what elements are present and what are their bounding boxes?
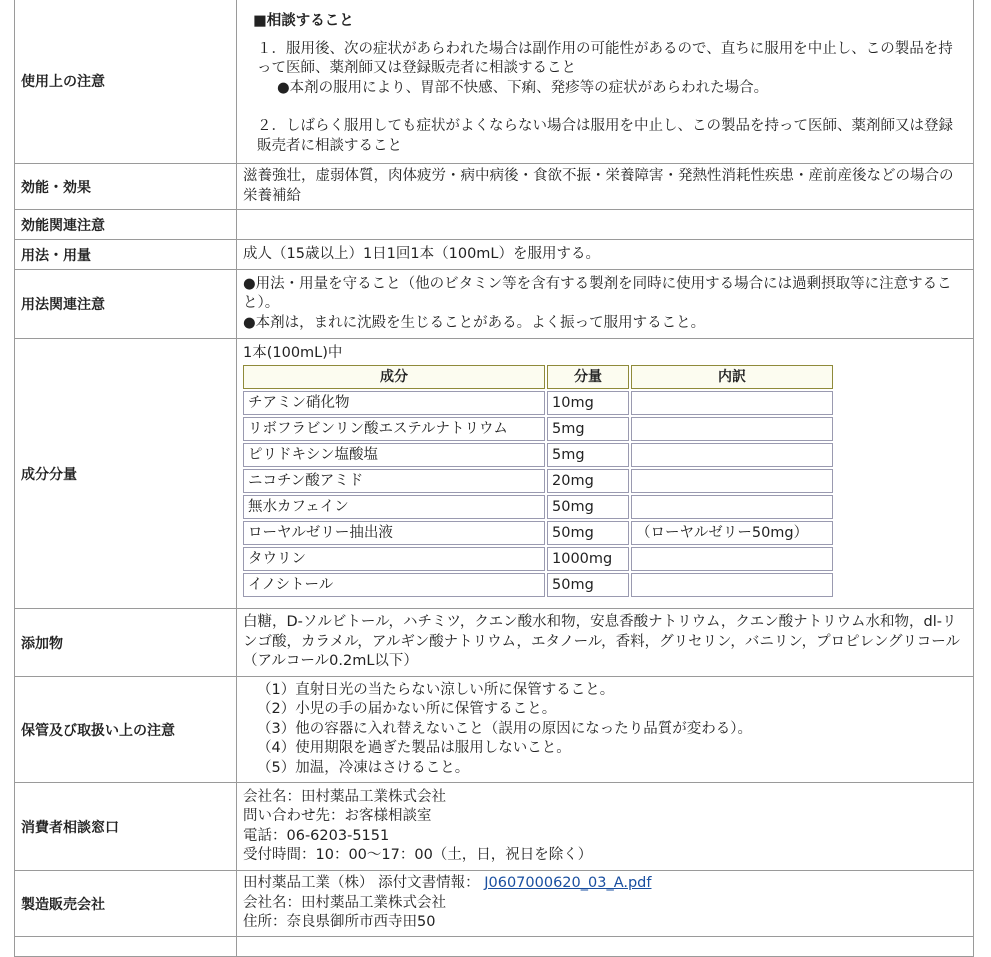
ingredient-name: ニコチン酸アミド [243, 469, 545, 493]
content-dosage-notes [237, 270, 974, 339]
contact-phone: 電話：06-6203-5151 [243, 827, 390, 844]
product-info-table [14, 0, 974, 957]
ingredient-detail [631, 495, 833, 519]
ingredient-amount: 5mg [547, 443, 629, 467]
table-row [243, 495, 833, 519]
header-ingredient: 成分 [243, 365, 545, 389]
row-precautions [15, 0, 974, 164]
ingredient-amount: 5mg [547, 417, 629, 441]
ingredient-detail: （ローヤルゼリー50mg） [631, 521, 833, 545]
ingredients-header-row [243, 365, 833, 389]
label-dosage: 用法・用量 [15, 240, 237, 270]
ingredient-detail [631, 573, 833, 597]
label-efficacy-notes: 効能関連注意 [15, 210, 237, 240]
table-row [243, 469, 833, 493]
table-row [243, 443, 833, 467]
table-row [243, 547, 833, 571]
content-efficacy-notes [237, 210, 974, 240]
precautions-item-2: ２．しばらく服用しても症状がよくならない場合は服用を中止し、この製品を持って医師、薬剤師又は登録販売者に相談すること [257, 118, 953, 154]
ingredient-detail [631, 547, 833, 571]
table-row [243, 417, 833, 441]
contact-hours: 受付時間：10：00～17：00（土，日，祝日を除く） [243, 847, 593, 863]
ingredients-intro: 1本(100mL)中 [243, 344, 343, 361]
precautions-item-1: １．服用後、次の症状があらわれた場合は副作用の可能性があるので、直ちに服用を中止し、この製品を持って医師、薬剤師又は登録販売者に相談すること [257, 40, 953, 76]
label-dosage-notes: 用法関連注意 [15, 270, 237, 339]
label-precautions: 使用上の注意 [15, 0, 237, 164]
label-consumer-contact: 消費者相談窓口 [15, 783, 237, 871]
row-dosage [15, 240, 974, 270]
content-additives: 白糖，D-ソルビトール，ハチミツ，クエン酸水和物，安息香酸ナトリウム，クエン酸ナトリウム水和物，dl-リンゴ酸，カラメル，アルギン酸ナトリウム，エタノール，香料，グリセリン，バニリン，プロピレングリコール （アルコール0.2mL以下） [237, 609, 974, 677]
label-ingredients: 成分分量 [15, 339, 237, 609]
ingredient-detail [631, 391, 833, 415]
precautions-item-1-sub: ●本剤の服用により、胃部不快感、下痢、発疹等の症状があらわれた場合。 [277, 79, 769, 96]
row-dosage-notes [15, 270, 974, 339]
ingredient-name: ローヤルゼリー抽出液 [243, 521, 545, 545]
header-amount: 分量 [547, 365, 629, 389]
dosage-notes-line-1: ●用法・用量を守ること（他のビタミン等を含有する製剤を同時に使用する場合には過剰摂取等に注意すること）。 [243, 275, 952, 312]
row-additives [15, 609, 974, 677]
content-ingredients [237, 339, 974, 609]
precautions-heading: ■相談すること [253, 13, 354, 29]
label-storage: 保管及び取扱い上の注意 [15, 677, 237, 783]
ingredient-detail [631, 443, 833, 467]
label-efficacy: 効能・効果 [15, 164, 237, 210]
ingredient-name: チアミン硝化物 [243, 391, 545, 415]
table-row [243, 391, 833, 415]
storage-item-1: （1）直射日光の当たらない涼しい所に保管すること。 [257, 681, 615, 698]
dosage-notes-line-2: ●本剤は，まれに沈殿を生じることがある。よく振って服用すること。 [243, 314, 706, 331]
content-manufacturer [237, 871, 974, 937]
content-precautions [237, 0, 974, 164]
row-storage [15, 677, 974, 783]
storage-item-5: （5）加温，冷凍はさけること。 [257, 759, 470, 776]
row-efficacy [15, 164, 974, 210]
ingredient-amount: 50mg [547, 495, 629, 519]
ingredient-detail [631, 417, 833, 441]
content-efficacy: 滋養強壮，虚弱体質，肉体疲労・病中病後・食欲不振・栄養障害・発熱性消耗性疾患・産前産後などの場合の栄養補給 [237, 164, 974, 210]
storage-item-4: （4）使用期限を過ぎた製品は服用しないこと。 [257, 740, 571, 757]
label-manufacturer: 製造販売会社 [15, 871, 237, 937]
row-efficacy-notes [15, 210, 974, 240]
header-detail: 内訳 [631, 365, 833, 389]
contact-desk: 問い合わせ先：お客様相談室 [243, 808, 432, 824]
storage-item-3: （3）他の容器に入れ替えないこと（誤用の原因になったり品質が変わる）。 [257, 720, 752, 737]
label-trailing [15, 937, 237, 957]
ingredient-amount: 50mg [547, 521, 629, 545]
ingredient-name: 無水カフェイン [243, 495, 545, 519]
ingredient-name: イノシトール [243, 573, 545, 597]
row-consumer-contact [15, 783, 974, 871]
content-consumer-contact [237, 783, 974, 871]
manufacturer-company: 会社名：田村薬品工業株式会社 [243, 894, 446, 911]
row-ingredients [15, 339, 974, 609]
manufacturer-address: 住所：奈良県御所市西寺田50 [243, 914, 436, 931]
storage-item-2: （2）小児の手の届かない所に保管すること。 [257, 701, 557, 718]
ingredient-name: リボフラビンリン酸エステルナトリウム [243, 417, 545, 441]
contact-company: 会社名：田村薬品工業株式会社 [243, 788, 446, 805]
ingredient-name: タウリン [243, 547, 545, 571]
package-insert-pdf-link[interactable]: J0607000620_03_A.pdf [484, 875, 652, 892]
row-manufacturer [15, 871, 974, 937]
table-row [243, 521, 833, 545]
ingredient-amount: 10mg [547, 391, 629, 415]
ingredients-table [241, 363, 835, 599]
table-row [243, 573, 833, 597]
label-additives: 添加物 [15, 609, 237, 677]
content-dosage: 成人（15歳以上）1日1回1本（100mL）を服用する。 [237, 240, 974, 270]
content-storage [237, 677, 974, 783]
ingredient-name: ピリドキシン塩酸塩 [243, 443, 545, 467]
doc-info-label: 田村薬品工業（株） 添付文書情報： [243, 875, 480, 892]
ingredient-detail [631, 469, 833, 493]
ingredient-amount: 50mg [547, 573, 629, 597]
manufacturer-doc-line [243, 874, 967, 894]
content-trailing [237, 937, 974, 957]
row-trailing [15, 937, 974, 957]
ingredient-amount: 20mg [547, 469, 629, 493]
ingredient-amount: 1000mg [547, 547, 629, 571]
